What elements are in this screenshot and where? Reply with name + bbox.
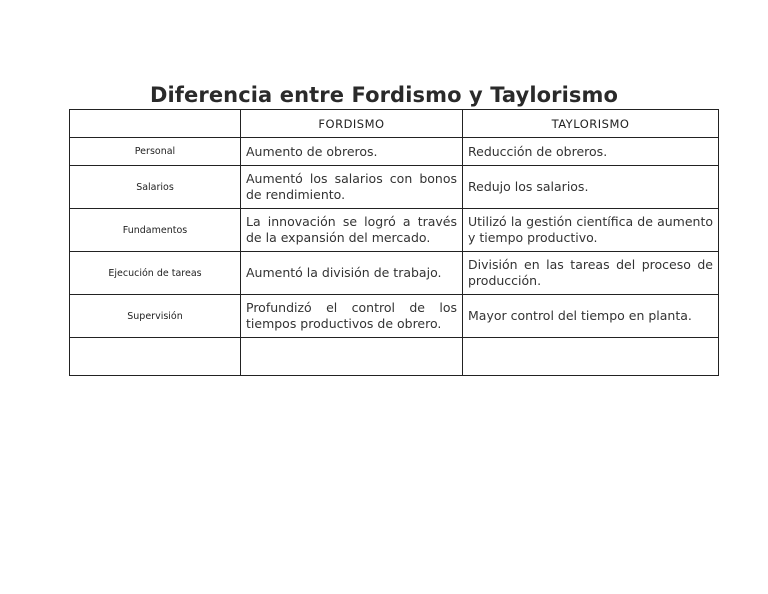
taylorismo-cell: Redujo los salarios. xyxy=(463,166,719,209)
table-header-row xyxy=(70,110,719,138)
fordismo-cell: Aumento de obreros. xyxy=(241,138,463,166)
header-cell-taylorismo: TAYLORISMO xyxy=(463,110,719,138)
row-label: Personal xyxy=(70,138,241,166)
fordismo-cell: La innovación se logró a través de la expansión del mercado. xyxy=(241,209,463,252)
fordismo-cell xyxy=(241,338,463,376)
table-row xyxy=(70,252,719,295)
taylorismo-cell xyxy=(463,338,719,376)
taylorismo-cell: División en las tareas del proceso de producción. xyxy=(463,252,719,295)
table-row-empty xyxy=(70,338,719,376)
table-row xyxy=(70,166,719,209)
row-label: Ejecución de tareas xyxy=(70,252,241,295)
fordismo-cell: Aumentó la división de trabajo. xyxy=(241,252,463,295)
taylorismo-cell: Reducción de obreros. xyxy=(463,138,719,166)
taylorismo-cell: Mayor control del tiempo en planta. xyxy=(463,295,719,338)
header-cell-fordismo: FORDISMO xyxy=(241,110,463,138)
row-label: Salarios xyxy=(70,166,241,209)
fordismo-cell: Aumentó los salarios con bonos de rendimiento. xyxy=(241,166,463,209)
fordismo-cell: Profundizó el control de los tiempos productivos de obrero. xyxy=(241,295,463,338)
comparison-table xyxy=(69,109,719,376)
header-cell-empty xyxy=(70,110,241,138)
taylorismo-cell: Utilizó la gestión científica de aumento y tiempo productivo. xyxy=(463,209,719,252)
row-label xyxy=(70,338,241,376)
row-label: Fundamentos xyxy=(70,209,241,252)
document-title: Diferencia entre Fordismo y Taylorismo xyxy=(149,83,619,107)
row-label: Supervisión xyxy=(70,295,241,338)
table-row xyxy=(70,209,719,252)
table-row xyxy=(70,138,719,166)
table-row xyxy=(70,295,719,338)
